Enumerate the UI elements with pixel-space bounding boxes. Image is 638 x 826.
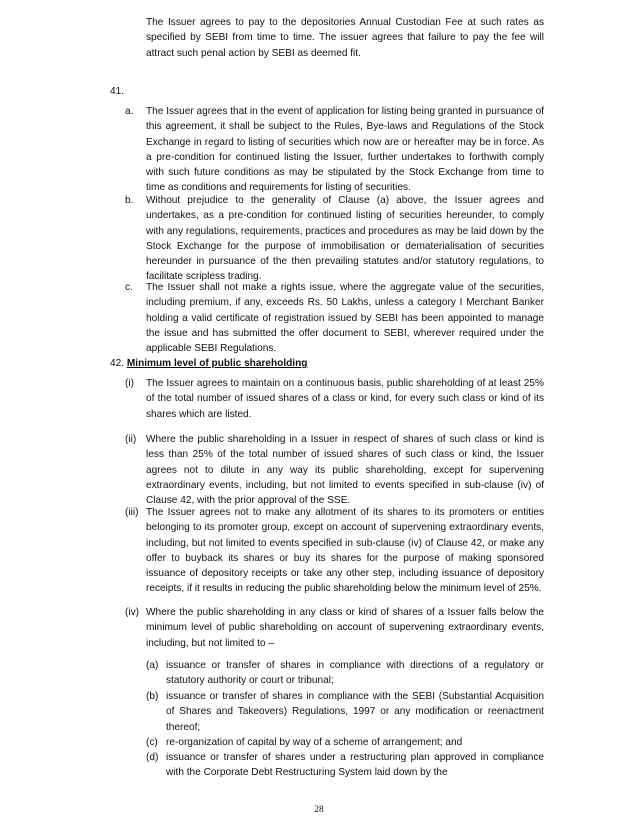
clause-42-ii-text: Where the public shareholding in a Issuer in respect of shares of such class or kind is less than 25% of the total number of issued shares of such class or kind, the Issuer agrees not to dilute in any way its public shareholding, except for supervening extraordinary events, including, but not limited to events specified in sub-clause (iv) of Clause 42, with the prior approval of the SSE. xyxy=(146,434,544,507)
clause-41a-label: a. xyxy=(125,106,134,117)
clause-42-number: 42. xyxy=(110,358,125,369)
clause-42-iv-text: Where the public shareholding in any class or kind of shares of a Issuer falls below the minimum level of public shareholding on account of supervening extraordinary events, including, but not limited to – xyxy=(146,607,544,649)
clause-41-number: 41. xyxy=(110,86,125,97)
clause-42-i-label: (i) xyxy=(125,378,134,389)
page-number: 28 xyxy=(314,805,324,815)
clause-42-iii-label: (iii) xyxy=(125,507,139,518)
clause-42-heading xyxy=(110,356,307,371)
subclause-c-text: re-organization of capital by way of a scheme of arrangement; and xyxy=(166,737,463,748)
subclause-b-label: (b) xyxy=(146,691,159,702)
subclause-d-text: issuance or transfer of shares under a restructuring plan approved in compliance with the Corporate Debt Restructuring System laid down by the xyxy=(166,752,544,779)
intro-paragraph: The Issuer agrees to pay to the depositories Annual Custodian Fee at such rates as specified by SEBI from time to time. The issuer agrees that failure to pay the fee will attract such penal action by SEBI as deemed fit. xyxy=(146,17,544,59)
subclause-c-label: (c) xyxy=(146,737,158,748)
subclause-d-label: (d) xyxy=(146,752,159,763)
clause-42-i-text: The Issuer agrees to maintain on a continuous basis, public shareholding of at least 25% of the total number of issued shares of a class or kind, for every such class or kind of its shares which are listed. xyxy=(146,378,544,420)
clause-42-title: Minimum level of public shareholding xyxy=(126,358,308,369)
clause-41c-text: The Issuer shall not make a rights issue, where the aggregate value of the securities, including premium, if any, exceeds Rs. 50 Lakhs, unless a category I Merchant Banker holding a valid certificate of registration issued by SEBI has been appointed to manage the issue and has submitted the offer document to SEBI, wherever required under the applicable SEBI Regulations. xyxy=(146,282,544,355)
clause-42-iv-label: (iv) xyxy=(125,607,140,618)
clause-41a-text: The Issuer agrees that in the event of application for listing being granted in pursuance of this agreement, it shall be subject to the Rules, Bye-laws and Regulations of the Stock Exchange in regard to listing of securities which now are or hereafter may be in force. As a pre-condition for continued listing the Issuer, further undertakes to forthwith comply with such future conditions as may be stipulated by the Stock Exchange from time to time as conditions and requirements for listing of securities. xyxy=(146,106,544,194)
clause-42-iii-text: The Issuer agrees not to make any allotment of its shares to its promoters or entities belonging to its promoter group, except on account of supervening extraordinary events, including, but not limited to events specified in sub-clause (iv) of Clause 42, or make any offer to buyback its shares or buy its shares for the purpose of making sponsored issuance of depository receipts or take any other step, including issuance of depository receipts, if it results in reducing the public shareholding below the minimum level of 25%. xyxy=(146,507,544,595)
clause-41b-text: Without prejudice to the generality of Clause (a) above, the Issuer agrees and undertakes, as a pre-condition for continued listing of securities hereunder, to comply with any regulations, requirements, practices and procedures as may be laid down by the Stock Exchange for the purpose of immobilisation or dematerialisation of securities hereunder in pursuance of the then prevailing statutes and/or statutory regulations, to facilitate scripless trading. xyxy=(146,195,544,283)
clause-41b-label: b. xyxy=(125,195,134,206)
clause-41c-label: c. xyxy=(125,282,133,293)
subclause-a-text: issuance or transfer of shares in compliance with directions of a regulatory or statutory authority or court or tribunal; xyxy=(166,660,544,687)
clause-42-ii-label: (ii) xyxy=(125,434,137,445)
subclause-a-label: (a) xyxy=(146,660,159,671)
subclause-b-text: issuance or transfer of shares in compliance with the SEBI (Substantial Acquisition of Shares and Takeovers) Regulations, 1997 or any modification or reenactment thereof; xyxy=(166,691,544,733)
